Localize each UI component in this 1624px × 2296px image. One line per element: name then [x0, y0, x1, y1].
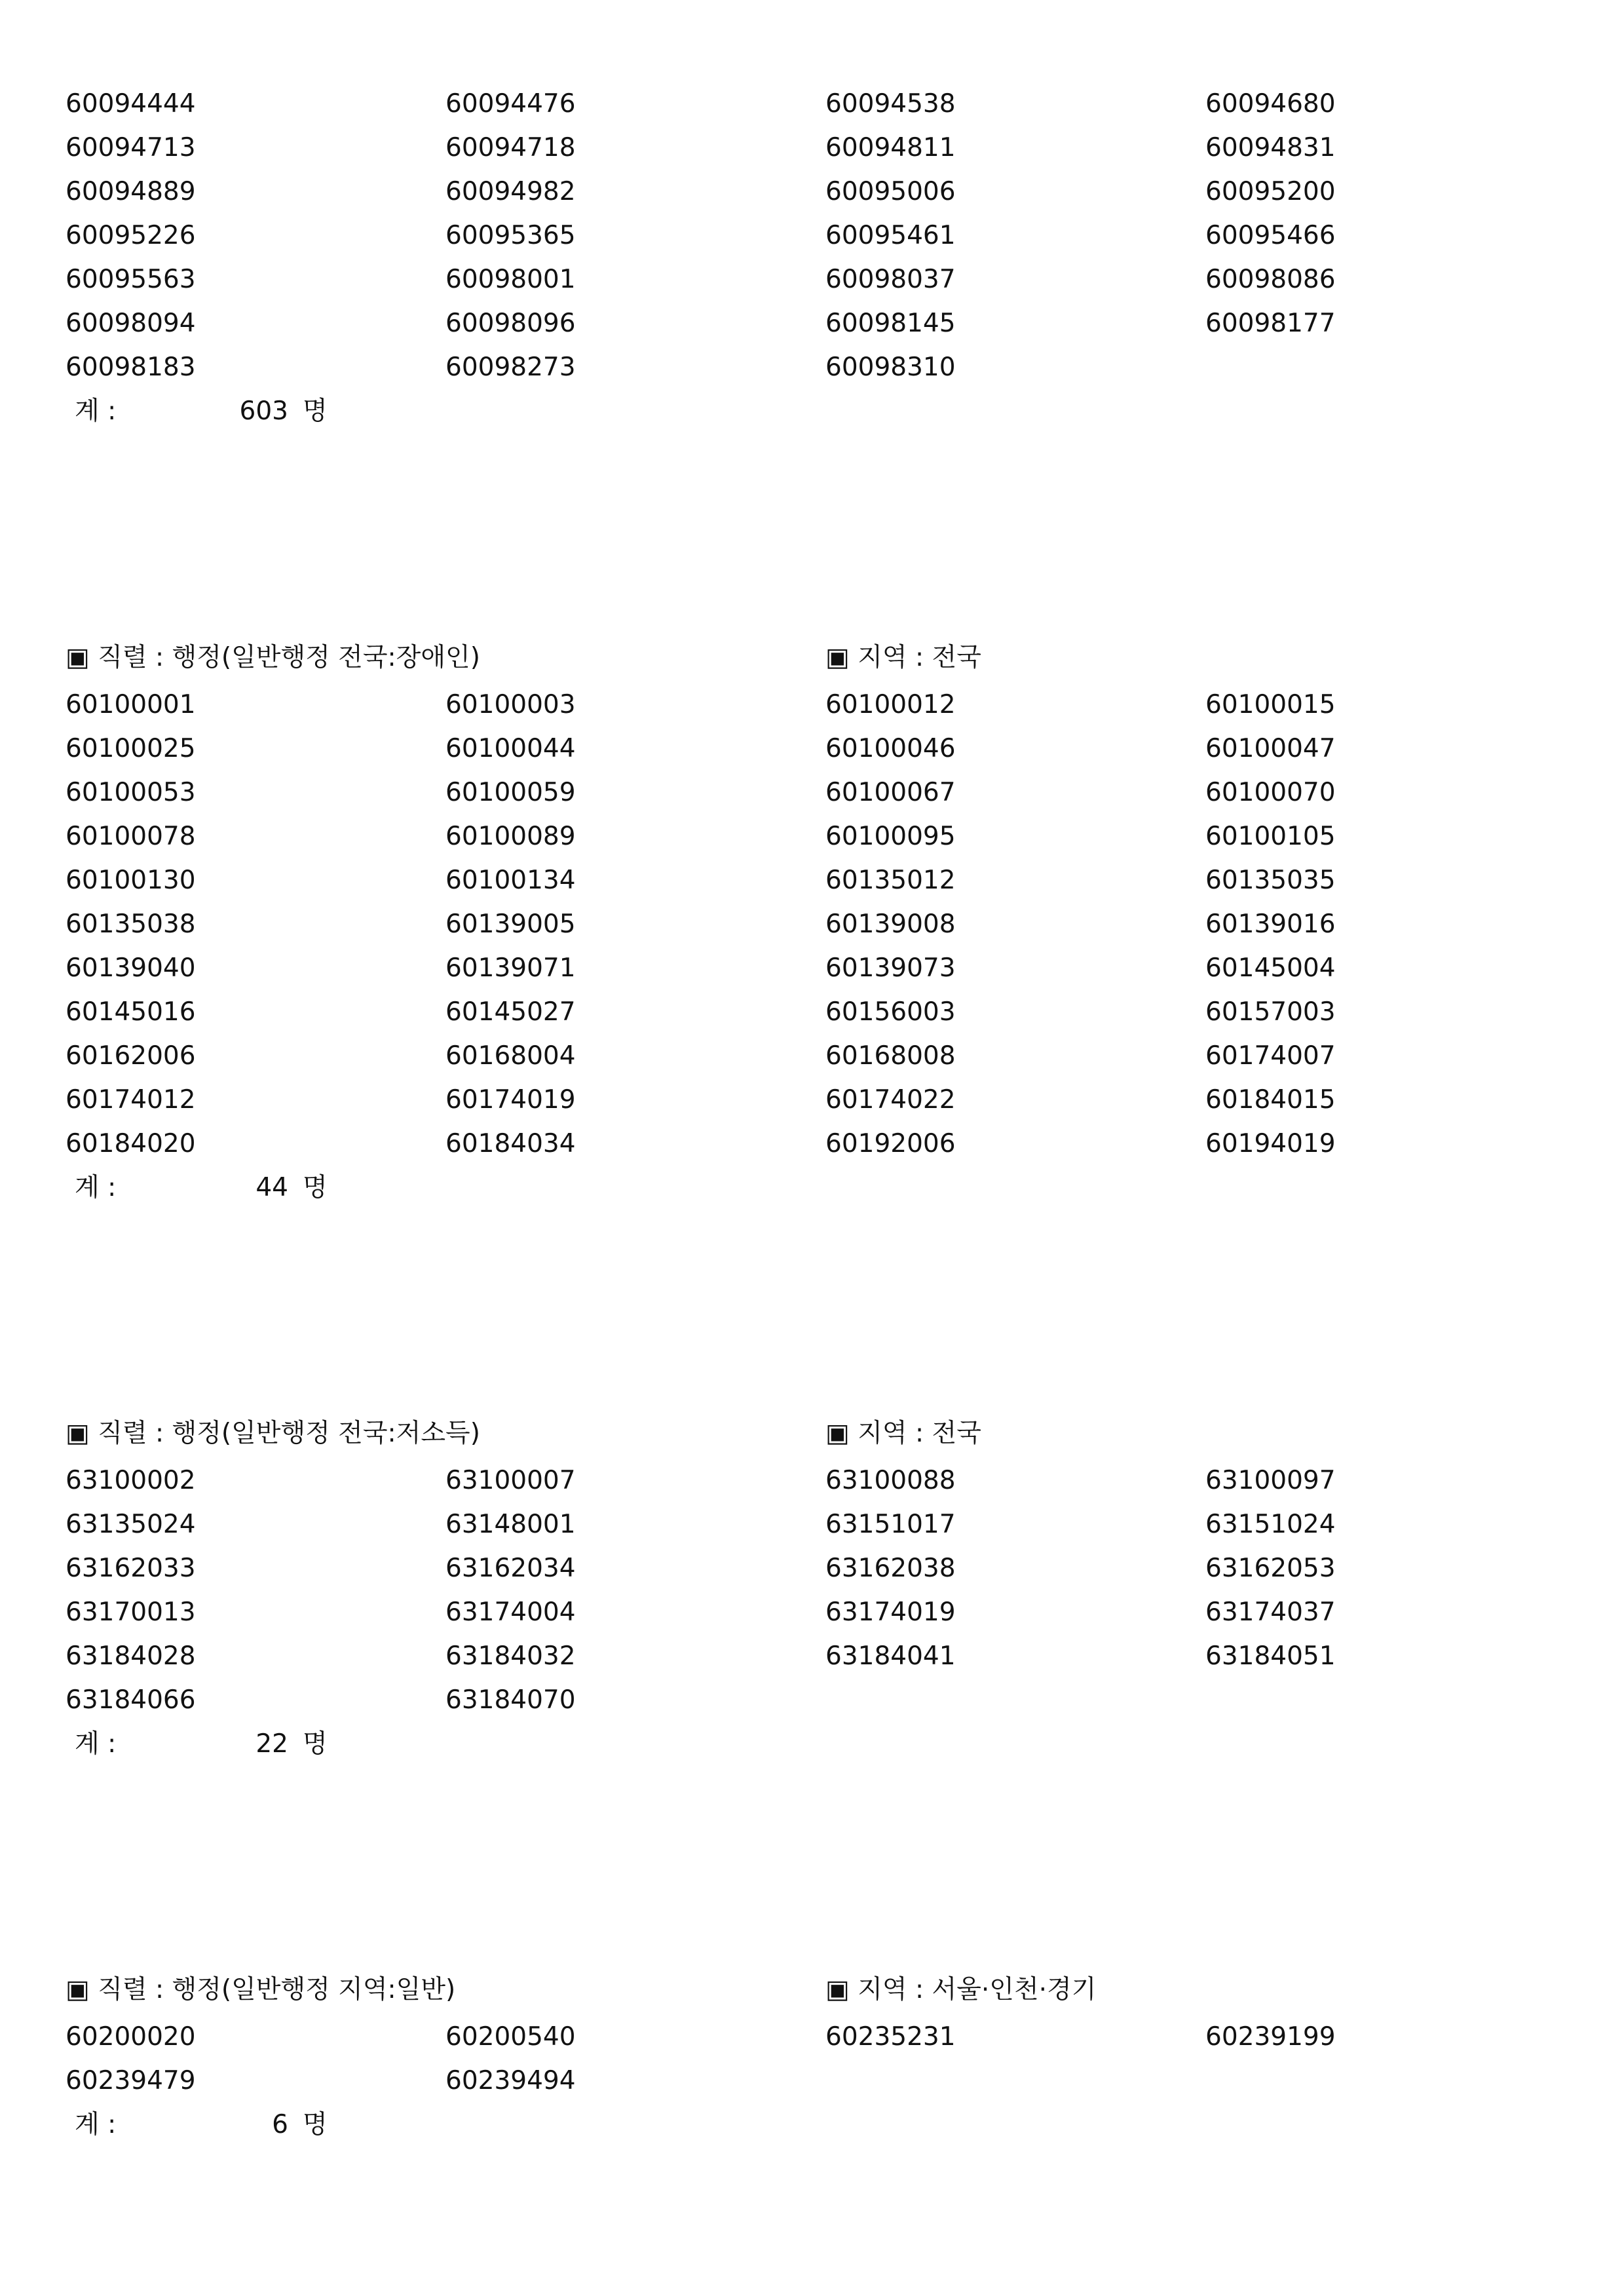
total-unit: 명 — [303, 2110, 328, 2139]
applicant-number: 60100015 — [1205, 690, 1336, 719]
applicant-number: 60194019 — [1205, 1129, 1336, 1158]
applicant-number: 60100070 — [1205, 778, 1336, 807]
applicant-number: 60100046 — [825, 734, 956, 763]
applicant-number: 60239494 — [445, 2066, 576, 2095]
region-label: ▣ 지역 : 전국 — [825, 643, 981, 672]
applicant-number: 60184015 — [1205, 1085, 1336, 1115]
applicant-number: 63151024 — [1205, 1510, 1336, 1539]
applicant-number: 60135038 — [66, 909, 196, 939]
applicant-number: 60200540 — [445, 2022, 576, 2052]
applicant-number: 60239479 — [66, 2066, 196, 2095]
applicant-number: 60135012 — [825, 866, 956, 895]
applicant-number: 60098086 — [1205, 265, 1336, 294]
applicant-number: 60100053 — [66, 778, 196, 807]
applicant-number: 60100130 — [66, 866, 196, 895]
region-label: ▣ 지역 : 전국 — [825, 1419, 981, 1448]
applicant-number: 60100012 — [825, 690, 956, 719]
applicant-number: 63100097 — [1205, 1466, 1336, 1495]
applicant-number: 63100002 — [66, 1466, 196, 1495]
applicant-number: 60098183 — [66, 353, 196, 382]
applicant-number: 60094713 — [66, 133, 196, 163]
applicant-number: 60098310 — [825, 353, 956, 382]
applicant-number: 60094680 — [1205, 89, 1336, 119]
applicant-number: 60174007 — [1205, 1041, 1336, 1071]
applicant-number: 60098096 — [445, 309, 576, 338]
applicant-number: 60145027 — [445, 997, 576, 1027]
applicant-number: 63135024 — [66, 1510, 196, 1539]
applicant-number: 63162034 — [445, 1554, 576, 1583]
applicant-number: 60094982 — [445, 177, 576, 206]
applicant-number: 60157003 — [1205, 997, 1336, 1027]
applicant-number: 60139005 — [445, 909, 576, 939]
applicant-number: 60174019 — [445, 1085, 576, 1115]
applicant-number: 60184034 — [445, 1129, 576, 1158]
applicant-number: 63174037 — [1205, 1598, 1336, 1627]
total-label: 계 : — [75, 2110, 117, 2139]
applicant-number: 60100078 — [66, 822, 196, 851]
series-label: ▣ 직렬 : 행정(일반행정 지역:일반) — [66, 1975, 456, 2004]
applicant-number: 60100003 — [445, 690, 576, 719]
applicant-number: 60174012 — [66, 1085, 196, 1115]
applicant-number: 60139071 — [445, 953, 576, 983]
applicant-number: 63174019 — [825, 1598, 956, 1627]
number-grid — [66, 2015, 1507, 2103]
applicant-number: 60094889 — [66, 177, 196, 206]
applicant-number: 63162033 — [66, 1554, 196, 1583]
applicant-number: 60139040 — [66, 953, 196, 983]
applicant-number: 60100059 — [445, 778, 576, 807]
applicant-number: 63184070 — [445, 1685, 576, 1715]
applicant-number: 60235231 — [825, 2022, 956, 2052]
applicant-number: 60139073 — [825, 953, 956, 983]
applicant-number: 60098145 — [825, 309, 956, 338]
applicant-number: 63184066 — [66, 1685, 196, 1715]
section-header — [66, 1409, 1507, 1459]
applicant-number: 60094444 — [66, 89, 196, 119]
applicant-number: 60100067 — [825, 778, 956, 807]
applicant-number: 60098177 — [1205, 309, 1336, 338]
applicant-number: 60100044 — [445, 734, 576, 763]
applicant-number: 63170013 — [66, 1598, 196, 1627]
total-unit: 명 — [303, 396, 328, 426]
applicant-number: 60192006 — [825, 1129, 956, 1158]
applicant-number: 60168008 — [825, 1041, 956, 1071]
applicant-number: 63184051 — [1205, 1641, 1336, 1671]
section-low-income — [66, 1409, 1507, 1766]
applicant-number: 63162038 — [825, 1554, 956, 1583]
total-count: 22 — [255, 1729, 288, 1759]
applicant-number: 63184028 — [66, 1641, 196, 1671]
applicant-number: 60100001 — [66, 690, 196, 719]
total-label: 계 : — [75, 396, 117, 426]
applicant-number: 60098094 — [66, 309, 196, 338]
total-unit: 명 — [303, 1173, 328, 1202]
applicant-number: 60100089 — [445, 822, 576, 851]
applicant-number: 60162006 — [66, 1041, 196, 1071]
applicant-number: 60095006 — [825, 177, 956, 206]
applicant-number: 60100095 — [825, 822, 956, 851]
section-continuation — [66, 82, 1507, 433]
applicant-number: 60145004 — [1205, 953, 1336, 983]
applicant-number: 60095466 — [1205, 221, 1336, 250]
applicant-number: 60156003 — [825, 997, 956, 1027]
applicant-number: 60200020 — [66, 2022, 196, 2052]
applicant-number: 60095461 — [825, 221, 956, 250]
applicant-number: 60139008 — [825, 909, 956, 939]
total-label: 계 : — [75, 1173, 117, 1202]
applicant-number: 60098037 — [825, 265, 956, 294]
applicant-number: 60100105 — [1205, 822, 1336, 851]
applicant-number: 63184032 — [445, 1641, 576, 1671]
applicant-number: 63100088 — [825, 1466, 956, 1495]
applicant-number: 60095563 — [66, 265, 196, 294]
applicant-number: 60094538 — [825, 89, 956, 119]
applicant-number: 60098273 — [445, 353, 576, 382]
applicant-number: 60100047 — [1205, 734, 1336, 763]
applicant-number: 60095226 — [66, 221, 196, 250]
applicant-number: 60100025 — [66, 734, 196, 763]
applicant-number: 60174022 — [825, 1085, 956, 1115]
number-grid — [66, 82, 1507, 389]
total-row — [66, 1166, 1507, 1210]
applicant-number: 63162053 — [1205, 1554, 1336, 1583]
applicant-number: 60139016 — [1205, 909, 1336, 939]
applicant-number: 60095365 — [445, 221, 576, 250]
applicant-number: 63184041 — [825, 1641, 956, 1671]
number-grid — [66, 683, 1507, 1166]
applicant-number: 60184020 — [66, 1129, 196, 1158]
total-count: 44 — [255, 1173, 288, 1202]
applicant-number: 60094831 — [1205, 133, 1336, 163]
applicant-number: 60100134 — [445, 866, 576, 895]
applicant-number: 60095200 — [1205, 177, 1336, 206]
section-regional — [66, 1965, 1507, 2147]
series-label: ▣ 직렬 : 행정(일반행정 전국:장애인) — [66, 643, 480, 672]
total-label: 계 : — [75, 1729, 117, 1759]
applicant-number: 60094811 — [825, 133, 956, 163]
total-row — [66, 2103, 1507, 2147]
applicant-number: 60168004 — [445, 1041, 576, 1071]
applicant-number: 60094718 — [445, 133, 576, 163]
total-unit: 명 — [303, 1729, 328, 1759]
section-header — [66, 1965, 1507, 2015]
applicant-number: 60145016 — [66, 997, 196, 1027]
region-label: ▣ 지역 : 서울·인천·경기 — [825, 1975, 1097, 2004]
applicant-number: 60094476 — [445, 89, 576, 119]
total-count: 603 — [239, 396, 288, 426]
total-row — [66, 389, 1507, 433]
series-label: ▣ 직렬 : 행정(일반행정 전국:저소득) — [66, 1419, 480, 1448]
applicant-number: 63100007 — [445, 1466, 576, 1495]
applicant-number: 63148001 — [445, 1510, 576, 1539]
applicant-number: 60239199 — [1205, 2022, 1336, 2052]
number-grid — [66, 1459, 1507, 1722]
total-count: 6 — [272, 2110, 288, 2139]
section-header — [66, 633, 1507, 683]
applicant-number: 60135035 — [1205, 866, 1336, 895]
applicant-number: 63151017 — [825, 1510, 956, 1539]
applicant-number: 63174004 — [445, 1598, 576, 1627]
applicant-number: 60098001 — [445, 265, 576, 294]
section-disabled — [66, 633, 1507, 1210]
total-row — [66, 1722, 1507, 1766]
